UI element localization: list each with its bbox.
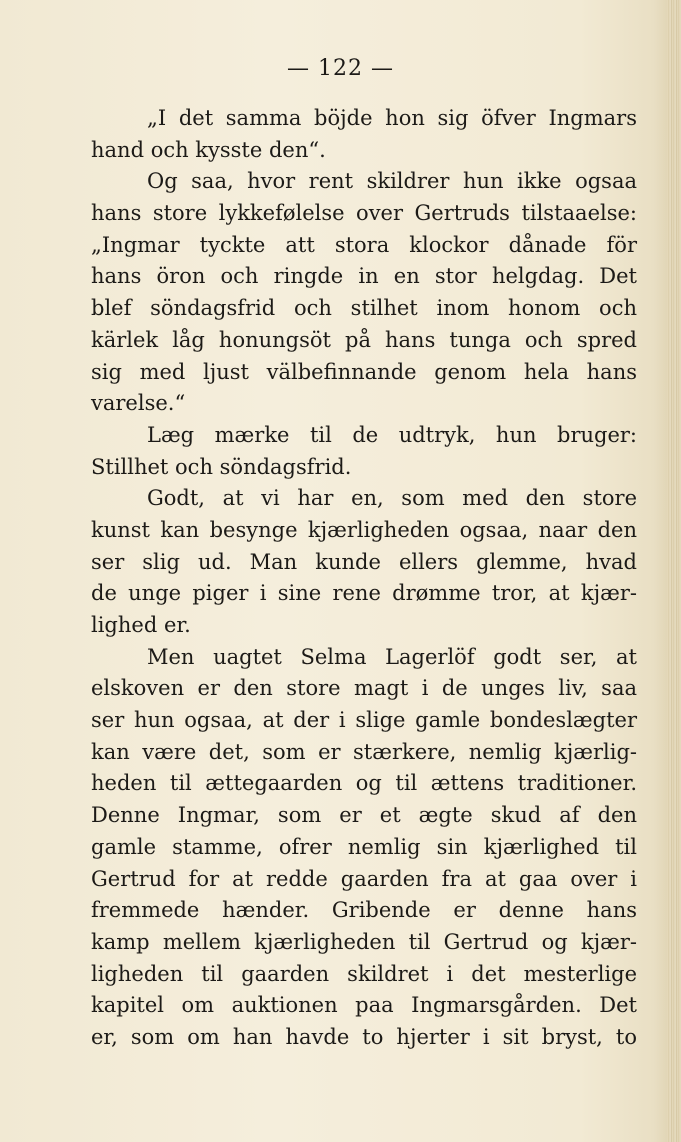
text-line: gamle stamme, ofrer nemlig sin kjærlighed til [91, 834, 637, 859]
text-line: fremmede hænder. Gribende er denne hans [91, 898, 637, 923]
page-edge [667, 0, 681, 1142]
text-line: kapitel om auktionen paa Ingmarsgården. Det [91, 993, 637, 1018]
text-line: Gertrud for at redde gaarden fra at gaa over i [91, 866, 637, 891]
text-line: Og saa, hvor rent skildrer hun ikke ogsaa [147, 169, 637, 194]
body-text [91, 103, 637, 1054]
text-line: de unge piger i sine rene drømme tror, at kjær- [91, 581, 637, 606]
text-line: Stillhet och söndagsfrid. [91, 454, 352, 479]
text-line: Godt, at vi har en, som med den store [147, 486, 637, 511]
text-line: hans öron och ringde in en stor helgdag. Det [91, 264, 637, 289]
text-line: Men uagtet Selma Lagerlöf godt ser, at [147, 644, 637, 669]
text-line: kärlek låg honungsöt på hans tunga och spred [91, 327, 637, 352]
page-number: — 122 — [287, 56, 394, 81]
text-line: lighed er. [91, 613, 191, 637]
text-line: kan være det, som er stærkere, nemlig kjærlig- [91, 739, 637, 764]
text-line: sig med ljust välbefinnande genom hela hans [91, 359, 637, 384]
text-line: kunst kan besynge kjærligheden ogsaa, naar den [91, 517, 637, 542]
text-line: kamp mellem kjærligheden til Gertrud og kjær- [91, 929, 637, 954]
text-line: blef söndagsfrid och stilhet inom honom och [91, 296, 637, 321]
text-line: varelse.“ [91, 391, 186, 416]
text-line: hand och kysste den“. [91, 137, 326, 162]
text-line: ser slig ud. Man kunde ellers glemme, hvad [91, 549, 637, 574]
text-line: Læg mærke til de udtryk, hun bruger: [147, 422, 637, 447]
text-line: hans store lykkefølelse over Gertruds tilstaaelse: [91, 201, 637, 226]
text-line: ligheden til gaarden skildret i det mesterlige [91, 961, 637, 986]
text-line: „I det samma böjde hon sig öfver Ingmars [147, 106, 637, 130]
text-line: Denne Ingmar, som er et ægte skud af den [91, 803, 637, 828]
text-line: ser hun ogsaa, at der i slige gamle bondeslægter [91, 708, 637, 733]
text-line: elskoven er den store magt i de unges liv, saa [91, 676, 637, 701]
text-line: „Ingmar tyckte att stora klockor dånade för [91, 232, 637, 257]
text-line: er, som om han havde to hjerter i sit bryst, to [91, 1024, 637, 1049]
text-line: heden til ættegaarden og til ættens traditioner. [91, 771, 637, 796]
